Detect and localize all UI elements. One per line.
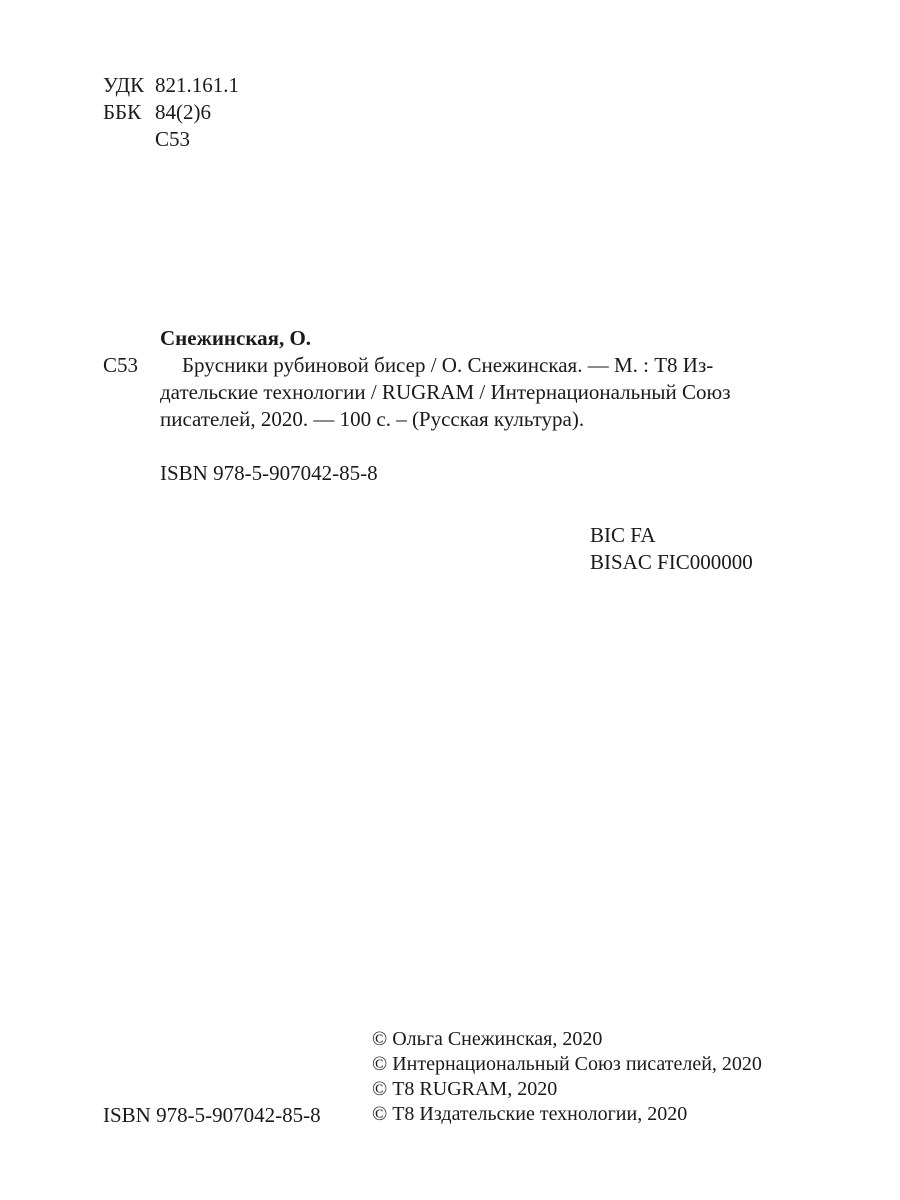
entry-line: дательские технологии / RUGRAM / Интернациональный Союз: [160, 380, 731, 404]
entry-author: Снежинская, О.: [160, 326, 312, 350]
author-code: С53: [155, 127, 191, 151]
entry-line: писателей, 2020. — 100 с. – (Русская культура).: [160, 407, 585, 431]
entry-author-code: С53: [103, 353, 139, 377]
entry-isbn: ISBN 978-5-907042-85-8: [160, 461, 378, 485]
bbk-value: 84(2)6: [155, 100, 211, 124]
bibliographic-entry: [160, 352, 760, 433]
copyright-line: © Интернациональный Союз писателей, 2020: [372, 1053, 762, 1075]
copyright-line: © Т8 Издательские технологии, 2020: [372, 1103, 688, 1125]
copyright-line: © Т8 RUGRAM, 2020: [372, 1078, 558, 1100]
entry-line: Брусники рубиновой бисер / О. Снежинская. — М. : Т8 Из-: [182, 353, 714, 377]
footer-isbn: ISBN 978-5-907042-85-8: [103, 1103, 321, 1127]
classification-block: [103, 72, 239, 153]
udk-value: 821.161.1: [155, 73, 239, 97]
bbk-line: [103, 99, 239, 126]
copyright-line: © Ольга Снежинская, 2020: [372, 1028, 603, 1050]
bic-code: BIC FA: [590, 523, 656, 547]
bbk-label: ББК: [103, 100, 142, 124]
bisac-code: BISAC FIC000000: [590, 550, 753, 574]
udk-label: УДК: [103, 73, 145, 97]
subject-codes: [590, 522, 753, 576]
copyright-block: [372, 1027, 762, 1127]
udk-line: [103, 72, 239, 99]
